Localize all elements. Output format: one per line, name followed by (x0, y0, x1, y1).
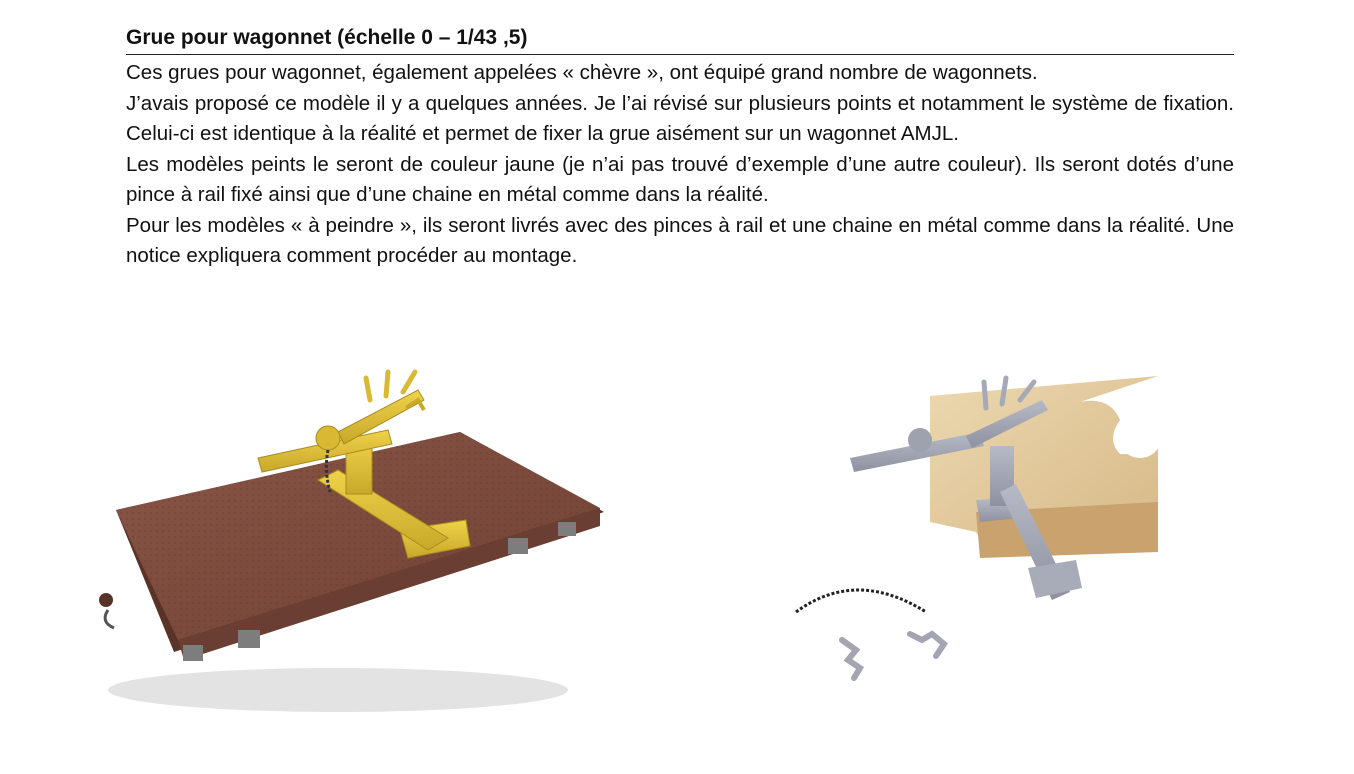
photo-unpainted-crane-kit (780, 372, 1160, 692)
paragraph-revision: J’avais proposé ce modèle il y a quelques années. Je l’ai révisé sur plusieurs points et notamment le système de fixation. Celui-ci est identique à la réalité et permet de fixer la grue aisément sur un wagonnet AMJL. (126, 91, 1234, 145)
document-body (126, 58, 1234, 272)
painted-crane-illustration (88, 360, 618, 720)
document (126, 24, 1234, 272)
paragraph-painted-models: Les modèles peints le seront de couleur jaune (je n’ai pas trouvé d’exemple d’une autre couleur). Ils seront dotés d’une pince à rail fixé ainsi que d’une chaine en métal comme dans la réalité. (126, 152, 1234, 206)
photo-painted-crane-on-wagon (88, 360, 618, 720)
paragraph-unpainted-models: Pour les modèles « à peindre », ils seront livrés avec des pinces à rail et une chaine en métal comme dans la réalité. Une notice expliquera comment procéder au montage. (126, 213, 1234, 267)
document-title: Grue pour wagonnet (échelle 0 – 1/43 ,5) (126, 24, 1234, 55)
unpainted-crane-illustration (780, 372, 1160, 692)
paragraph-intro: Ces grues pour wagonnet, également appelées « chèvre », ont équipé grand nombre de wagonnets. (126, 61, 1038, 84)
